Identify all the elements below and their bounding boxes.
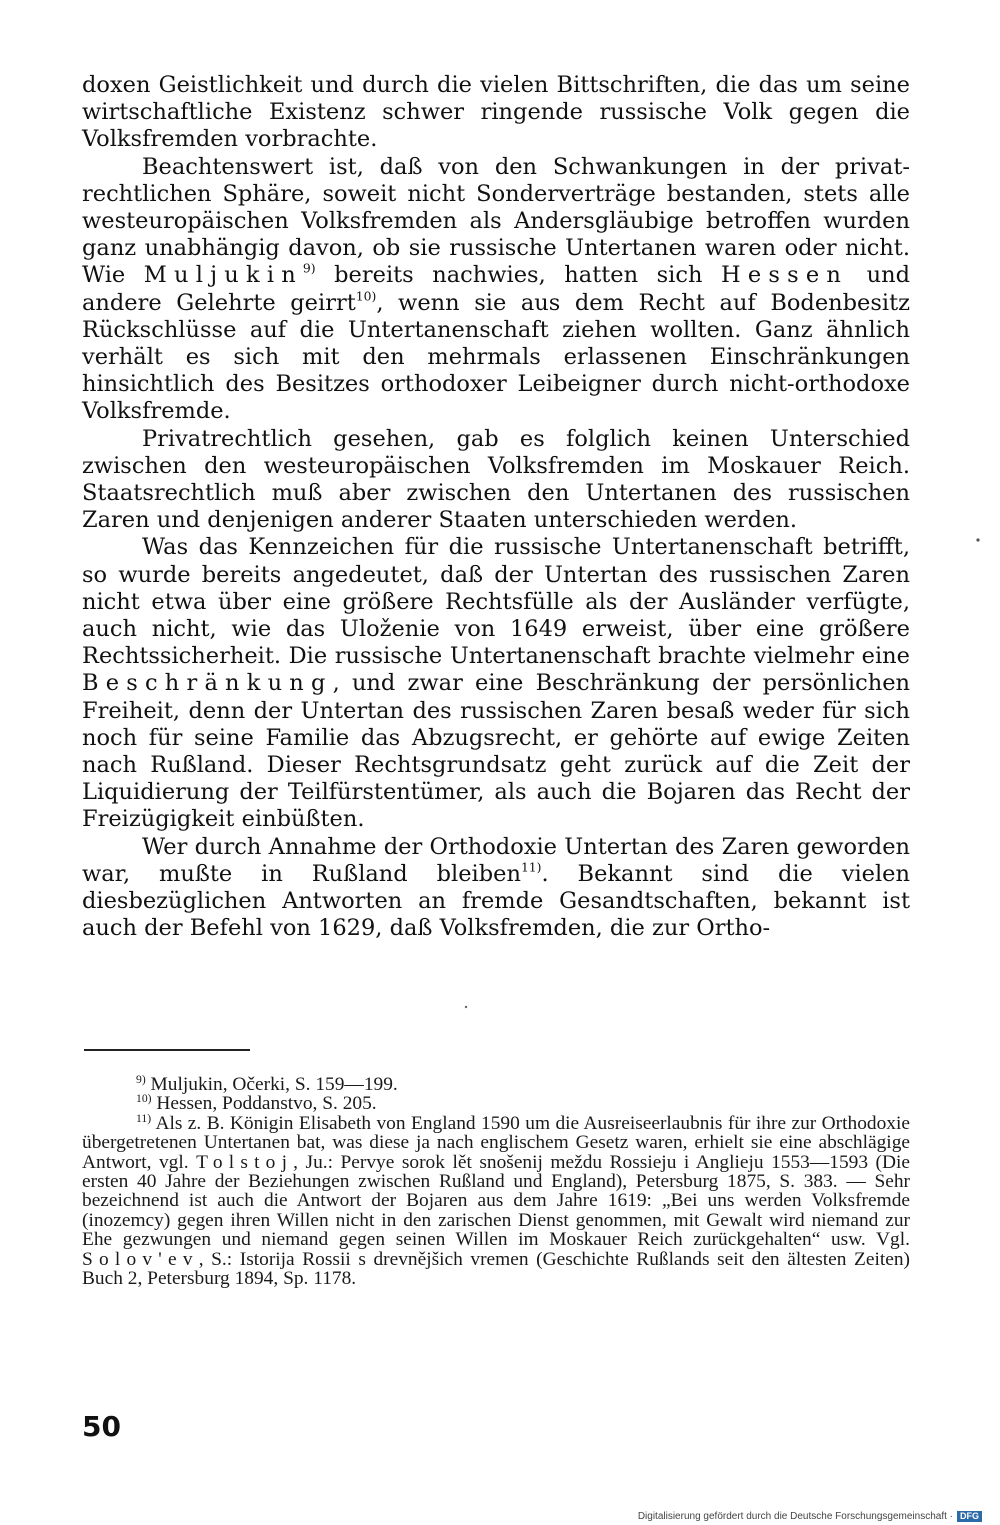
- funding-note-text: Digitalisierung gefördert durch die Deutsche Forschungsgemeinschaft ·: [637, 1511, 953, 1522]
- footnote-9: $^{9)}$ Muljukin, Očerki, S. 159—199.: [136, 1073, 398, 1095]
- page-number: 50: [82, 1410, 121, 1443]
- paragraph-1: doxen Geistlichkeit und durch die vielen Bittschriften, die das um seine wirtschaftliche Existenz schwer ringende russische Volk gegen die Volksfremden vorbrachte.: [82, 72, 910, 153]
- emphasis-beschraenkung: Beschränkung: [82, 670, 333, 697]
- footnotes: [82, 1075, 910, 1288]
- footnote-mark-10: 10): [136, 1092, 152, 1106]
- footnote-10: $^{10)}$ Hessen, Poddanstvo, S. 205.: [136, 1092, 377, 1115]
- author-name-solovev: Solov'ev: [82, 1248, 199, 1270]
- paragraph-4: Was das Kennzeichen für die russische Untertanenschaft betrifft, so wurde bereits angedeutet, daß der Untertan des russischen Zaren nicht etwa über eine größere Rechtsfülle als der Ausländer verfügte, auch nicht, wie das Uloženie von 1649 erweist, über eine größere Rechtssicherheit. Die russische Untertanenschaft brachte vielmehr eine Beschränkung, und zwar eine Beschränkung der persönlichen Freiheit, denn der Untertan des russischen Zaren besaß weder für sich noch für seine Familie das Abzugsrecht, er gehörte auf ewige Zeiten nach Rußland. Dieser Rechtsgrundsatz geht zurück auf die Zeit der Liquidierung der Teilfürstentümer, als auch die Bojaren das Recht der Freizügigkeit einbüßten.: [82, 534, 910, 833]
- dfg-logo: DFG: [957, 1511, 982, 1522]
- main-text: [82, 72, 910, 943]
- paragraph-5: Wer durch Annahme der Orthodoxie Untertan des Zaren geworden war, mußte in Rußland bleiben$^{11)}$. Bekannt sind die vielen diesbezüglichen Antworten an fremde Gesandtschaften, bekannt ist auch der Befehl von 1629, daß Volksfremden, die zur Ortho-: [82, 833, 910, 942]
- footnote-separator: [84, 1049, 250, 1051]
- funding-note: [638, 1511, 982, 1522]
- footnote-mark-11: 11): [136, 1111, 152, 1125]
- footnote-ref-9[interactable]: 9): [302, 262, 316, 277]
- footnote-ref-10[interactable]: 10): [355, 289, 377, 304]
- scan-speck: [465, 1006, 467, 1008]
- author-name-tolstoj: Tolstoj: [196, 1151, 294, 1173]
- footnote-ref-11[interactable]: 11): [520, 860, 542, 875]
- footnote-mark-9: 9): [136, 1073, 146, 1087]
- footnote-11: $^{11)}$ Als z. B. Königin Elisabeth von England 1590 um die Ausreiseerlaubnis für ihre zur Orthodoxie übergetretenen Untertanen bat, was diese ja nach englischem Gesetz waren, erhielt sie eine abschlägige Antwort, vgl. Tolstoj, Ju.: Pervye sorok lět snošenij meždu Rossieju i Anglieju 1553—1593 (Die ersten 40 Jahre der Beziehungen zwischen Rußland und England), Petersburg 1875, S. 383. — Sehr bezeichnend ist auch die Antwort der Bojaren aus dem Jahre 1619: „Bei uns werden Volksfremde (inozemcy) gegen ihren Willen nicht in den zarischen Dienst genommen, mit Gewalt wird niemand zur Ehe gezwungen und niemand gegen seinen Willen im Moskauer Reich zurückgehalten“ usw. Vgl. Solov'ev, S.: Istorija Rossii s drevnějšich vremen (Geschichte Rußlands seit den ältesten Zeiten) Buch 2, Petersburg 1894, Sp. 1178.: [82, 1111, 910, 1290]
- author-name-muljukin: Muljukin: [143, 262, 303, 289]
- author-name-hessen: Hessen: [721, 262, 849, 289]
- paragraph-2: Beachtenswert ist, daß von den Schwankungen in der privatrechtlichen Sphäre, soweit nicht Sonderverträge bestanden, stets alle westeuropäischen Volksfremden als Andersgläubige betroffen wurden ganz unabhängig davon, ob sie russische Untertanen waren oder nicht. Wie Muljukin$^{9)}$ bereits nachwies, hatten sich Hessen und andere Gelehrte geirrt$^{10)}$, wenn sie aus dem Recht auf Bodenbesitz Rückschlüsse auf die Untertanenschaft ziehen wollten. Ganz ähnlich verhält es sich mit den mehrmals erlassenen Einschränkungen hinsichtlich des Besitzes orthodoxer Leibeigner durch nicht-orthodoxe Volksfremde.: [82, 153, 910, 425]
- scan-speck: [976, 538, 979, 541]
- paragraph-3: Privatrechtlich gesehen, gab es folglich keinen Unterschied zwischen den westeuropäischen Volksfremden im Moskauer Reich. Staatsrechtlich muß aber zwischen den Untertanen des russischen Zaren und denjenigen anderer Staaten unterschieden werden.: [82, 425, 910, 534]
